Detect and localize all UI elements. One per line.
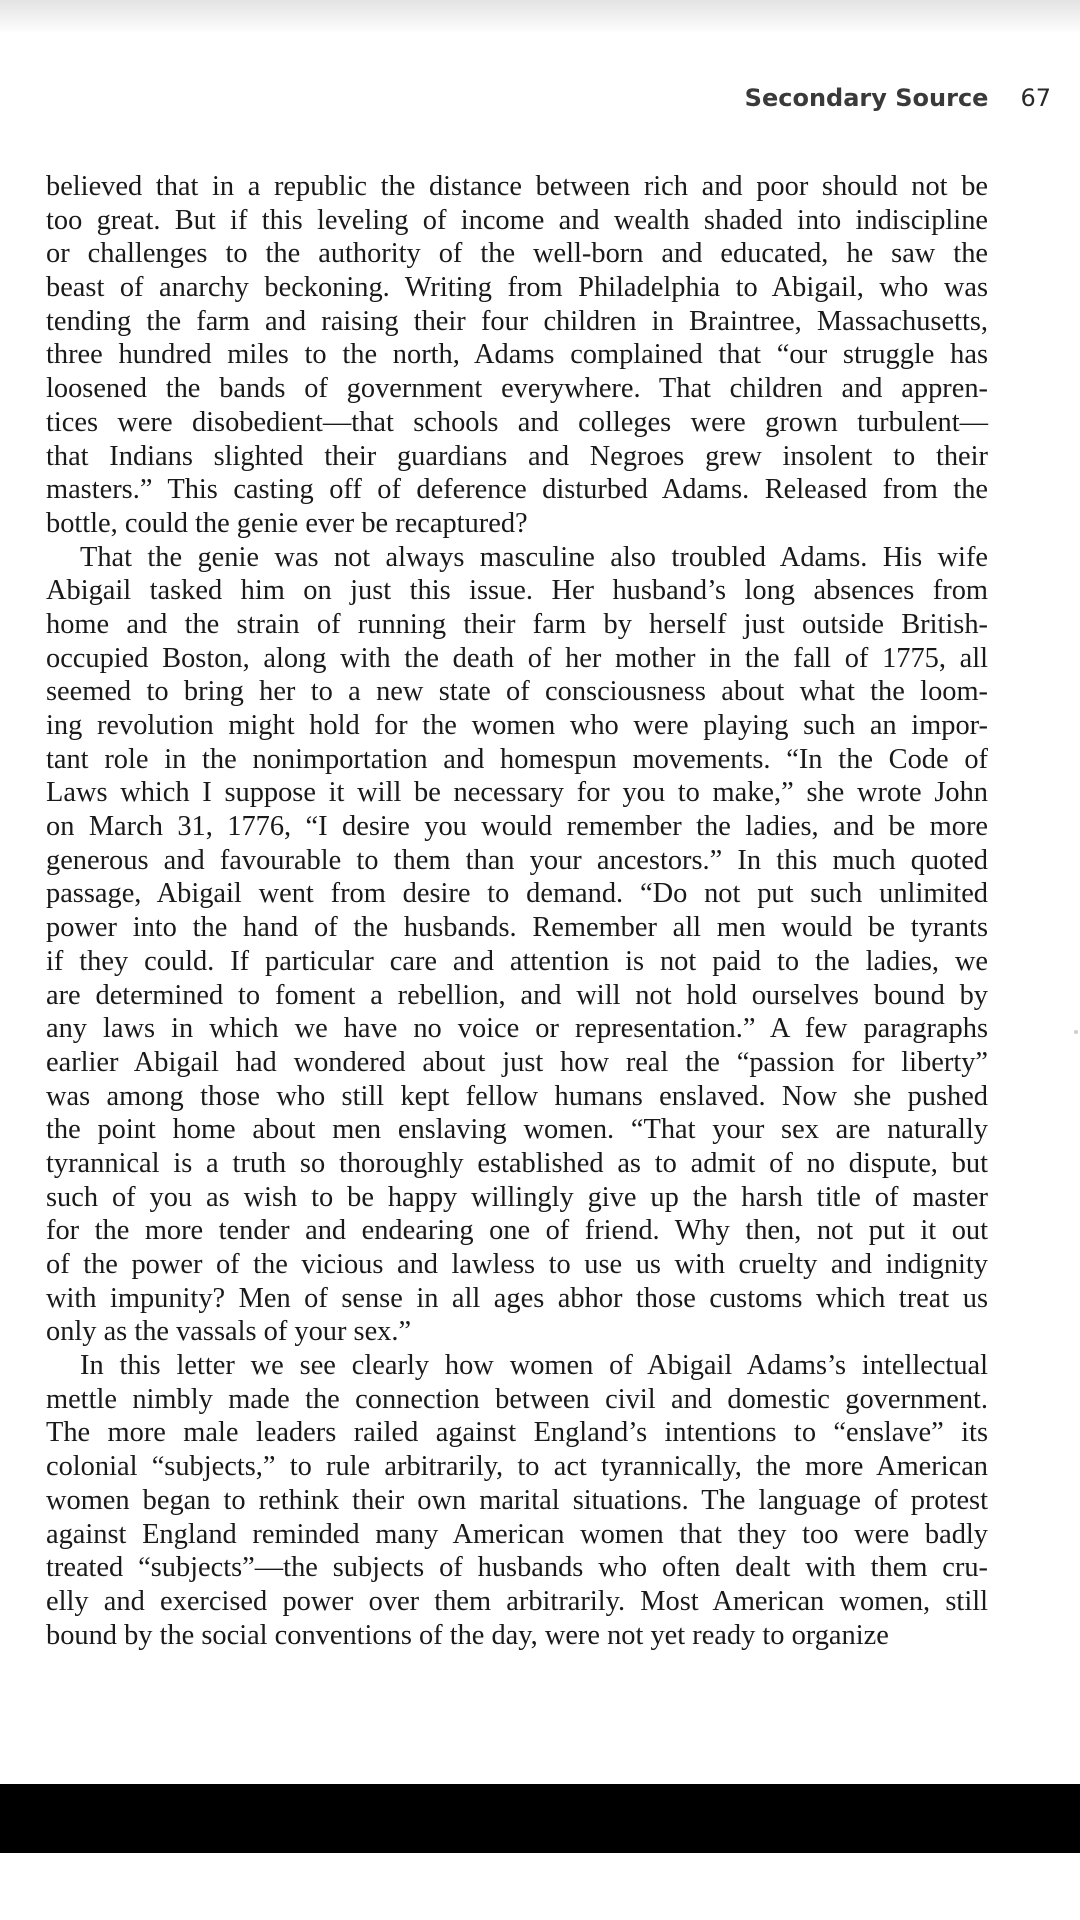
text-line: bottle, could the genie ever be recaptured?: [46, 507, 528, 539]
text-line: too great. But if this leveling of income and wealth shaded into indiscipline: [46, 204, 988, 236]
text-line: tant role in the nonimportation and homespun movements. “In the Code of: [46, 743, 988, 775]
text-line: generous and favourable to them than your ancestors.” In this much quoted: [46, 844, 988, 876]
text-line: mettle nimbly made the connection between civil and domestic government.: [46, 1383, 988, 1415]
running-header-title: Secondary Source: [744, 84, 989, 112]
text-line: earlier Abigail had wondered about just how real the “passion for liberty”: [46, 1046, 988, 1078]
text-line: The more male leaders railed against England’s intentions to “enslave” its: [46, 1417, 988, 1449]
text-line: ing revolution might hold for the women who were playing such an impor-: [46, 710, 988, 741]
text-line: any laws in which we have no voice or representation.” A few paragraphs: [46, 1013, 988, 1045]
text-line: or challenges to the authority of the well-born and educated, he saw the: [46, 238, 988, 270]
text-line: that Indians slighted their guardians and Negroes grew insolent to their: [46, 440, 988, 472]
text-line: the point home about men enslaving women. “That your sex are naturally: [46, 1114, 988, 1146]
text-line: only as the vassals of your sex.”: [46, 1316, 412, 1348]
text-line: power into the hand of the husbands. Remember all men would be tyrants: [46, 912, 988, 944]
paragraph: [46, 1349, 988, 1652]
text-line: bound by the social conventions of the day, were not yet ready to organize: [46, 1619, 889, 1651]
text-line: for the more tender and endearing one of friend. Why then, not put it out: [46, 1215, 988, 1247]
text-line: with impunity? Men of sense in all ages abhor those customs which treat us: [46, 1282, 988, 1314]
text-line: against England reminded many American women that they too were badly: [46, 1518, 988, 1550]
text-line: seemed to bring her to a new state of consciousness about what the loom-: [46, 676, 988, 708]
bottom-black-bar: [0, 1784, 1080, 1853]
text-line: home and the strain of running their farm by herself just outside British-: [46, 608, 988, 640]
body-text: [46, 170, 988, 1652]
margin-speck: [1074, 1030, 1078, 1034]
text-line: That the genie was not always masculine also troubled Adams. His wife: [80, 541, 988, 573]
text-line: treated “subjects”—the subjects of husbands who often dealt with them cru-: [46, 1552, 988, 1584]
text-line: loosened the bands of government everywhere. That children and appren-: [46, 373, 988, 405]
text-line: of the power of the vicious and lawless to use us with cruelty and indignity: [46, 1249, 988, 1280]
text-line: are determined to foment a rebellion, and will not hold ourselves bound by: [46, 979, 988, 1011]
text-line: women began to rethink their own marital situations. The language of protest: [46, 1484, 988, 1516]
text-line: Abigail tasked him on just this issue. Her husband’s long absences from: [46, 575, 988, 607]
text-line: In this letter we see clearly how women of Abigail Adams’s intellectual: [80, 1350, 988, 1382]
text-line: was among those who still kept fellow humans enslaved. Now she pushed: [46, 1080, 988, 1112]
paragraph: [46, 541, 988, 1350]
bottom-blank-area: [0, 1853, 1080, 1920]
text-line: colonial “subjects,” to rule arbitrarily, to act tyrannically, the more American: [46, 1451, 988, 1483]
text-line: beast of anarchy beckoning. Writing from Philadelphia to Abigail, who was: [46, 272, 988, 304]
text-line: elly and exercised power over them arbitrarily. Most American women, still: [46, 1585, 988, 1617]
text-line: occupied Boston, along with the death of her mother in the fall of 1775, all: [46, 642, 988, 674]
page-number: 67: [1020, 84, 1051, 112]
text-line: three hundred miles to the north, Adams complained that “our struggle has: [46, 339, 988, 371]
text-line: believed that in a republic the distance between rich and poor should not be: [46, 171, 988, 202]
text-line: masters.” This casting off of deference disturbed Adams. Released from the: [46, 474, 988, 506]
text-line: tyrannical is a truth so thoroughly established as to admit of no dispute, but: [46, 1147, 988, 1179]
text-line: passage, Abigail went from desire to demand. “Do not put such unlimited: [46, 878, 988, 910]
top-shadow: [0, 0, 1080, 34]
paragraph: [46, 170, 988, 541]
running-header: [745, 84, 1051, 112]
text-line: such of you as wish to be happy willingly give up the harsh title of master: [46, 1181, 988, 1213]
text-line: if they could. If particular care and attention is not paid to the ladies, we: [46, 945, 988, 977]
text-line: tending the farm and raising their four children in Braintree, Massachusetts,: [46, 305, 988, 337]
text-line: tices were disobedient—that schools and colleges were grown turbulent—: [46, 406, 988, 438]
text-line: on March 31, 1776, “I desire you would remember the ladies, and be more: [46, 811, 988, 843]
text-line: Laws which I suppose it will be necessary for you to make,” she wrote John: [46, 777, 988, 809]
